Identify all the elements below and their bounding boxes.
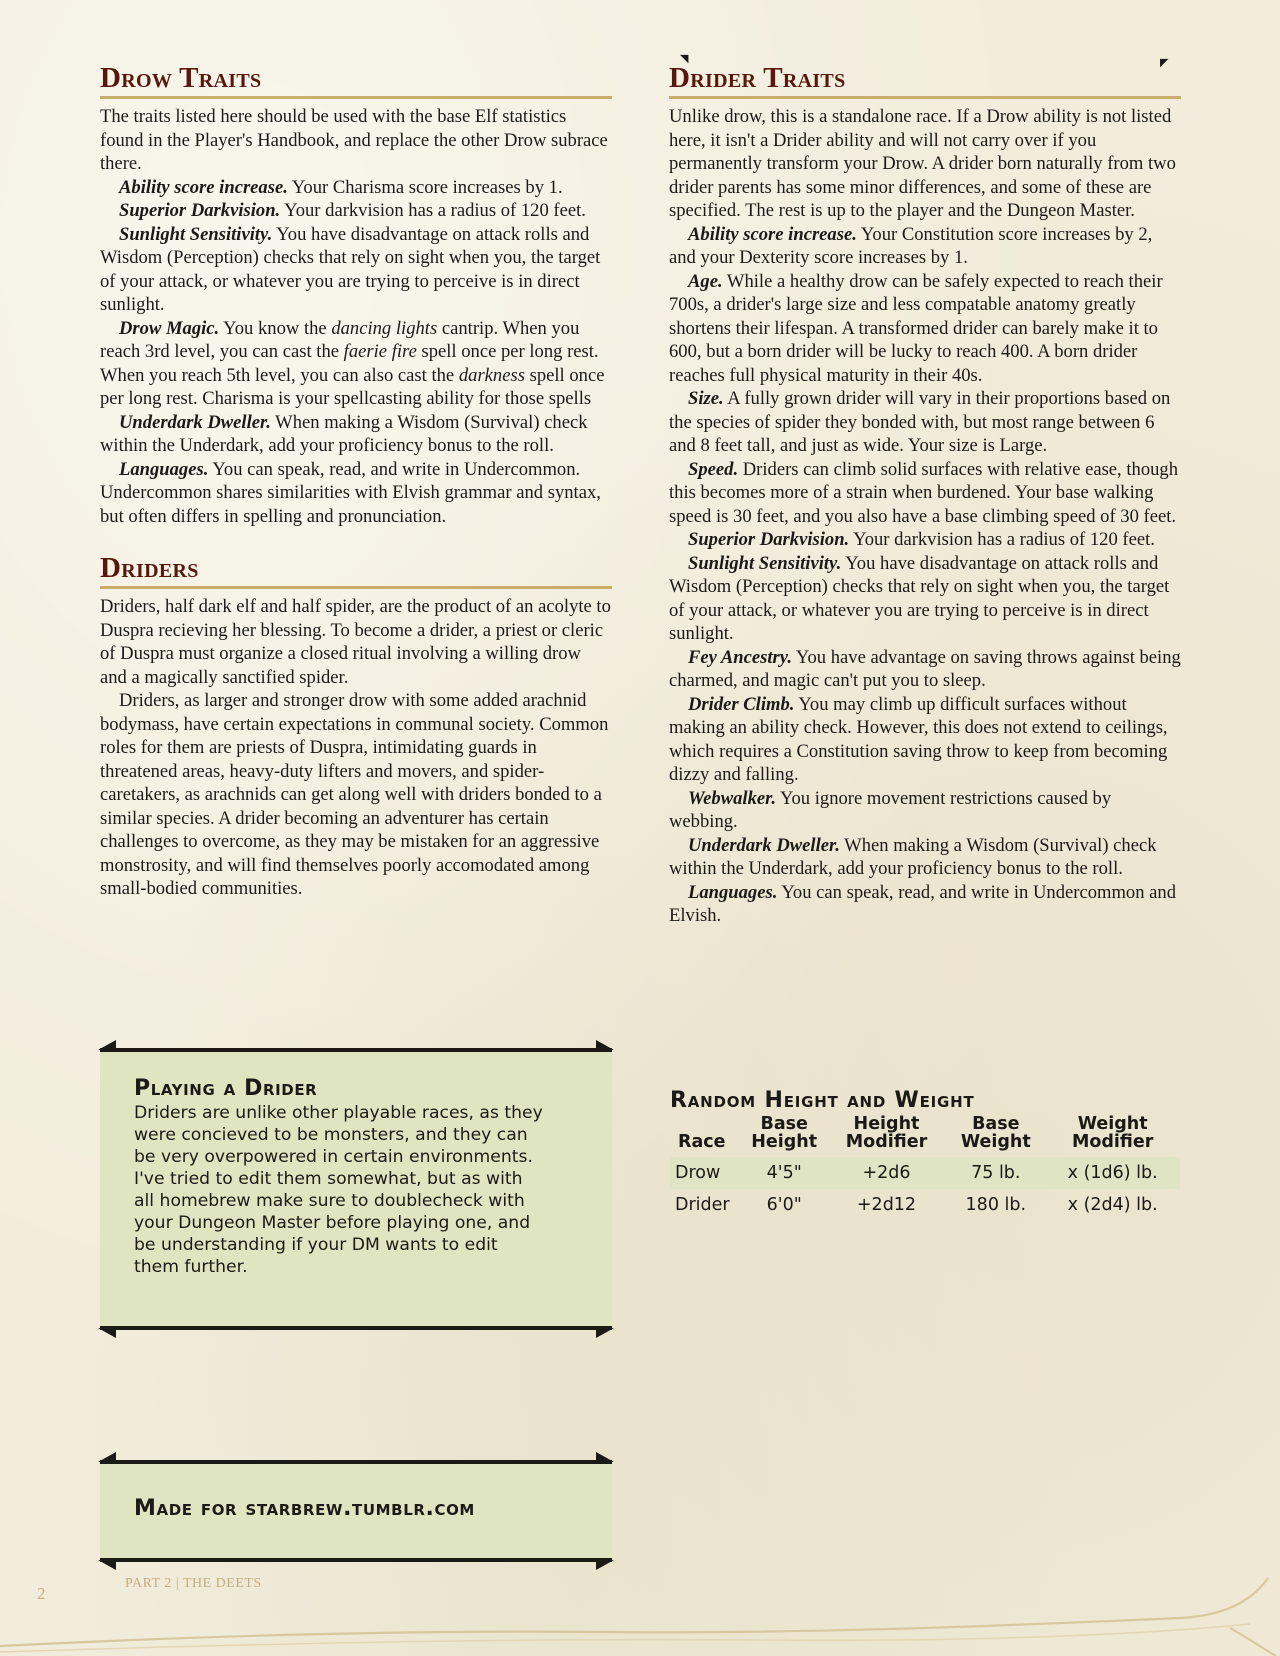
col-base-weight: Base Weight xyxy=(960,1114,1031,1152)
col-height-modifier: Height Modifier xyxy=(845,1114,928,1152)
made-for-text: Made for starbrew.tumblr.com xyxy=(134,1496,475,1521)
table-row: Drider 6'0" +2d12 180 lb. x (2d4) lb. xyxy=(675,1195,1158,1215)
col-weight-modifier: Weight Modifier xyxy=(1071,1114,1154,1152)
drow-traits-heading: Drow Traits xyxy=(100,62,612,99)
drow-trait-ability: Ability score increase. Your Charisma score increases by 1. xyxy=(119,176,563,198)
height-weight-table-block xyxy=(670,1088,1180,1221)
table-row: Drow 4'5" +2d6 75 lb. x (1d6) lb. xyxy=(670,1157,1180,1189)
drow-trait-languages: Languages. You can speak, read, and write in Undercommon. Undercommon shares similarities with Elvish grammar and syntax, but often differs in spelling and pronunciation. xyxy=(100,458,601,527)
drider-trait: Speed. Driders can climb solid surfaces with relative ease, though this becomes more of a strain when burdened. Your base walking speed is 30 feet, and you also have a base climbing speed of 30 feet. xyxy=(669,458,1179,527)
col-base-height: Base Height xyxy=(751,1114,818,1152)
made-for-note xyxy=(100,1460,612,1562)
drider-trait: Drider Climb. You may climb up difficult surfaces without making an ability check. However, this does not extend to ceilings, which requires a Constitution saving throw to keep from becoming dizzy and falling. xyxy=(669,693,1168,785)
drider-trait: Languages. You can speak, read, and write in Undercommon and Elvish. xyxy=(669,881,1177,926)
drider-traits-heading: Drider Traits xyxy=(669,62,1181,99)
col-race: Race xyxy=(678,1132,726,1152)
note-title: Playing a Drider xyxy=(134,1076,318,1101)
drider-intro: Unlike drow, this is a standalone race. If a Drow ability is not listed here, it isn't a Drider ability and will not carry over if you permanently transform your Drow. A drider born naturally from two drider parents has some minor differences, and some of these are specified. The rest is up to the player and the Dungeon Master. xyxy=(669,106,1176,221)
drider-trait: Sunlight Sensitivity. You have disadvantage on attack rolls and Wisdom (Perception) checks that rely on sight when you, the target of your attack, or whatever you are trying to perceive is in direct sunlight. xyxy=(669,552,1170,644)
corner-mark-icon: ◥ xyxy=(680,53,689,65)
footer-label: PART 2 | THE DEETS xyxy=(125,1576,262,1591)
drider-trait: Size. A fully grown drider will vary in their proportions based on the species of spider they bonded with, but most range between 6 and 8 feet tall, and just as wide. Your size is Large. xyxy=(669,388,1171,456)
height-weight-table xyxy=(670,1115,1180,1221)
driders-paragraph-1: Driders, half dark elf and half spider, are the product of an acolyte to Duspra recieving her blessing. To become a drider, a priest or cleric of Duspra must organize a closed ritual involving a willing drow and a magically sanctified spider. xyxy=(100,596,611,688)
drow-intro: The traits listed here should be used with the base Elf statistics found in the Player's Handbook, and replace the other Drow subrace there. xyxy=(100,106,608,174)
playing-a-drider-note xyxy=(100,1048,612,1330)
left-column xyxy=(100,62,612,901)
drider-trait: Age. While a healthy drow can be safely expected to reach their 700s, a drider's large size and less compatable anatomy greatly shortens their lifespan. A transformed drider can barely make it to 600, but a born drider will be lucky to reach 400. A born drider reaches full physical maturity in their 40s. xyxy=(669,270,1163,386)
drider-trait: Superior Darkvision. Your darkvision has a radius of 120 feet. xyxy=(688,529,1155,550)
table-header-row xyxy=(670,1115,1180,1157)
corner-mark-icon: ◤ xyxy=(1160,57,1169,69)
drow-trait-sunlight: Sunlight Sensitivity. You have disadvantage on attack rolls and Wisdom (Perception) checks that rely on sight when you, the target of your attack, or whatever you are trying to perceive is in direct sunlight. xyxy=(100,223,601,315)
drider-trait: Underdark Dweller. When making a Wisdom (Survival) check within the Underdark, add your proficiency bonus to the roll. xyxy=(669,834,1157,879)
driders-heading: Driders xyxy=(100,552,612,589)
right-column xyxy=(669,62,1181,928)
drider-trait: Ability score increase. Your Constitution score increases by 2, and your Dexterity score increases by 1. xyxy=(669,223,1153,268)
driders-paragraph-2: Driders, as larger and stronger drow with some added arachnid bodymass, have certain expectations in communal society. Common roles for them are priests of Duspra, intimidating guards in threatened areas, heavy-duty lifters and movers, and spider-caretakers, as arachnids can get along well with driders bonded to a similar species. A drider becoming an adventurer has certain challenges to overcome, as they may be mistaken for an aggressive monstrosity, and will find themselves poorly accomodated among small-bodied communities. xyxy=(100,690,609,899)
note-text: Driders are unlike other playable races, as they were concieved to be monsters, and they can be very overpowered in certain environments. I've tried to edit them somewhat, but as with all homebrew make sure to doublecheck with your Dungeon Master before playing one, and be understanding if your DM wants to edit them further. xyxy=(134,1103,543,1277)
drow-trait-darkvision: Superior Darkvision. Your darkvision has a radius of 120 feet. xyxy=(119,200,586,221)
drow-trait-underdark: Underdark Dweller. When making a Wisdom (Survival) check within the Underdark, add your proficiency bonus to the roll. xyxy=(100,411,588,456)
drider-trait: Fey Ancestry. You have advantage on saving throws against being charmed, and magic can't put you to sleep. xyxy=(669,646,1181,691)
drow-trait-magic: Drow Magic. You know the dancing lights cantrip. When you reach 3rd level, you can cast the faerie fire spell once per long rest. When you reach 5th level, you can also cast the darkness spell once per long rest. Charisma is your spellcasting ability for those spells xyxy=(100,317,605,409)
page-number: 2 xyxy=(37,1584,46,1603)
table-title: Random Height and Weight xyxy=(670,1088,975,1113)
drider-trait: Webwalker. You ignore movement restrictions caused by webbing. xyxy=(669,787,1112,832)
